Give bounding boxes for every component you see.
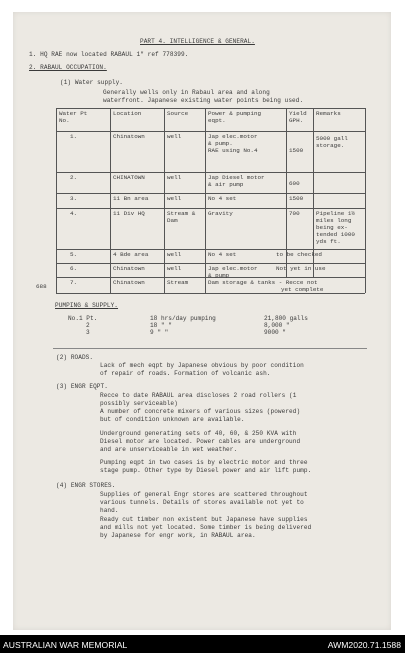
stores-p1-line-2: various tunnels. Details of stores available not yet to [100, 499, 304, 506]
table-cell-location: Chinatown [113, 279, 145, 286]
table-cell-no: 4. [70, 210, 78, 217]
pumping-hours: 18 hrs/day pumping [150, 315, 216, 322]
table-cell-no: 6. [70, 265, 78, 272]
footer-institution: AUSTRALIAN WAR MEMORIAL [3, 640, 128, 650]
table-cell-remarks: storage. [316, 142, 345, 149]
engr-eqpt-heading: (3) ENGR EQPT. [56, 383, 108, 390]
table-cell-power: RAE using No.4 [208, 147, 258, 154]
table-cell-source: well [167, 251, 182, 258]
table-cell-power: yet complete [281, 286, 324, 293]
engr-p2-line-1: Underground generating sets of 40, 60, & 250 KVA with [100, 430, 297, 437]
table-cell-location: 4 Bde area [113, 251, 149, 258]
table-cell-no: 1. [70, 133, 78, 140]
table-cell-power: Jap Diesel motor [208, 174, 265, 181]
engr-p3-line-2: stage pump. Other type by Diesel power and air lift pump. [100, 467, 312, 474]
roads-heading: (2) ROADS. [56, 354, 94, 361]
table-cell-no: 5. [70, 251, 78, 258]
table-row-rule [56, 193, 365, 194]
table-cell-power: No 4 set [208, 195, 237, 202]
table-cell-location: CHINATOWN [113, 174, 145, 181]
rabaul-occupation-heading: 2. RABAUL OCCUPATION. [29, 64, 107, 71]
engr-p2-line-2: Diesel motor are located. Power cables are underground [100, 438, 301, 445]
table-cell-remarks: being ex- [316, 224, 348, 231]
stores-p2-line-2: and mills not yet located. Some timber is being delivered [100, 524, 312, 531]
margin-annotation: 688 [36, 283, 47, 290]
table-cell-remarks: yds ft. [316, 238, 341, 245]
table-header-cell: Location [113, 110, 142, 117]
roads-line-2: of repair of roads. Formation of volcanic ash. [100, 370, 271, 377]
table-col-rule [365, 108, 366, 293]
table-header-cell: GPH. [289, 117, 304, 124]
pumping-heading: PUMPING & SUPPLY. [55, 302, 119, 309]
table-cell-yield: 1500 [289, 147, 304, 154]
pumping-gallons: 9000 " [264, 329, 286, 336]
engr-stores-heading: (4) ENGR STORES. [56, 482, 116, 489]
pumping-point: 2 [86, 322, 90, 329]
water-supply-heading: (1) Water supply. [60, 79, 124, 86]
stores-p1-line-3: hand. [100, 507, 119, 514]
table-cell-source: Stream [167, 279, 189, 286]
table-cell-source: well [167, 265, 182, 272]
stores-p2-line-1: Ready cut timber non existent but Japanese have supplies [100, 516, 308, 523]
table-col-rule [56, 108, 57, 293]
table-cell-power: & air pump [208, 181, 244, 188]
stores-p1-line-1: Supplies of general Engr stores are scattered throughout [100, 491, 308, 498]
table-cell-remarks: 5000 gall [316, 135, 348, 142]
table-cell-power: Jap elec.motor [208, 265, 258, 272]
water-desc-line-1: Generally wells only in Rabaul area and along [103, 89, 270, 96]
table-col-rule [164, 108, 165, 293]
table-cell-remarks: Pipeline 1½ [316, 210, 355, 217]
table-cell-yield: 1500 [289, 195, 304, 202]
table-row-rule [56, 263, 365, 264]
table-cell-yield: to be checked [276, 251, 322, 258]
table-col-rule [110, 108, 111, 293]
table-cell-power: & pump [208, 272, 230, 279]
table-cell-power: Jap elec.motor [208, 133, 258, 140]
table-col-rule [205, 108, 206, 293]
engr-p1-line-2: possibly serviceable) [100, 400, 178, 407]
table-cell-yield: 600 [289, 180, 300, 187]
roads-line-1: Lack of mech eqpt by Japanese obvious by poor condition [100, 362, 304, 369]
table-row-rule [56, 208, 365, 209]
part-title: PART 4. INTELLIGENCE & GENERAL. [140, 38, 255, 45]
table-cell-location: 11 Div HQ [113, 210, 145, 217]
table-header-cell: Remarks [316, 110, 341, 117]
pumping-point: 3 [86, 329, 90, 336]
table-cell-source: Stream & [167, 210, 196, 217]
table-cell-power: & pump. [208, 140, 233, 147]
footer-accession-number: AWM2020.71.1588 [327, 640, 401, 650]
document-page [13, 12, 391, 630]
table-cell-yield: 700 [289, 210, 300, 217]
table-cell-power: Dam storage & tanks - Recce not [208, 279, 318, 286]
footer-bar [0, 635, 405, 653]
pumping-hours: 9 " " [150, 329, 169, 336]
table-cell-location: Chinatown [113, 133, 145, 140]
table-header-cell: Water Pt [59, 110, 88, 117]
table-row-rule [56, 249, 365, 250]
table-cell-yield: Not yet in use [276, 265, 326, 272]
table-row-rule [56, 131, 365, 132]
pumping-hours: 18 " " [150, 322, 172, 329]
engr-p1-line-4: but of condition unknown are available. [100, 416, 245, 423]
table-cell-power: Gravity [208, 210, 233, 217]
table-cell-source: well [167, 195, 182, 202]
table-cell-source: well [167, 174, 182, 181]
engr-p1-line-3: A number of concrete mixers of various sizes (powered) [100, 408, 301, 415]
divider [53, 348, 367, 349]
table-cell-no: 3. [70, 195, 78, 202]
table-row-rule [56, 108, 365, 109]
table-header-cell: Yield [289, 110, 307, 117]
table-header-cell: Source [167, 110, 189, 117]
table-header-cell: Power & pumping [208, 110, 262, 117]
table-cell-source: Dam [167, 217, 178, 224]
pumping-point: No.1 Pt. [68, 315, 98, 322]
engr-p1-line-1: Recce to date RABAUL area discloses 2 road rollers (1 [100, 392, 297, 399]
table-cell-location: 11 Bn area [113, 195, 149, 202]
table-cell-power: No 4 set [208, 251, 237, 258]
table-cell-remarks: tended 1000 [316, 231, 355, 238]
table-row-rule [56, 172, 365, 173]
engr-p2-line-3: and are unserviceable in wet weather. [100, 446, 238, 453]
table-row-rule [56, 293, 365, 294]
table-cell-remarks: miles long [316, 217, 352, 224]
water-desc-line-2: waterfront. Japanese existing water points being used. [103, 97, 304, 104]
engr-p3-line-1: Pumping eqpt in two cases is by electric motor and three [100, 459, 308, 466]
table-header-cell: No. [59, 117, 70, 124]
table-cell-no: 2. [70, 174, 78, 181]
item-1-text: 1. HQ RAE now located RABAUL 1" ref 778399. [29, 51, 189, 58]
table-cell-source: well [167, 133, 182, 140]
pumping-gallons: 21,800 galls [264, 315, 308, 322]
pumping-gallons: 8,000 " [264, 322, 290, 329]
table-cell-location: Chinatown [113, 265, 145, 272]
table-cell-no: 7. [70, 279, 78, 286]
table-header-cell: eqpt. [208, 117, 226, 124]
stores-p2-line-3: by Japanese for engr work, in RABAUL area. [100, 532, 256, 539]
